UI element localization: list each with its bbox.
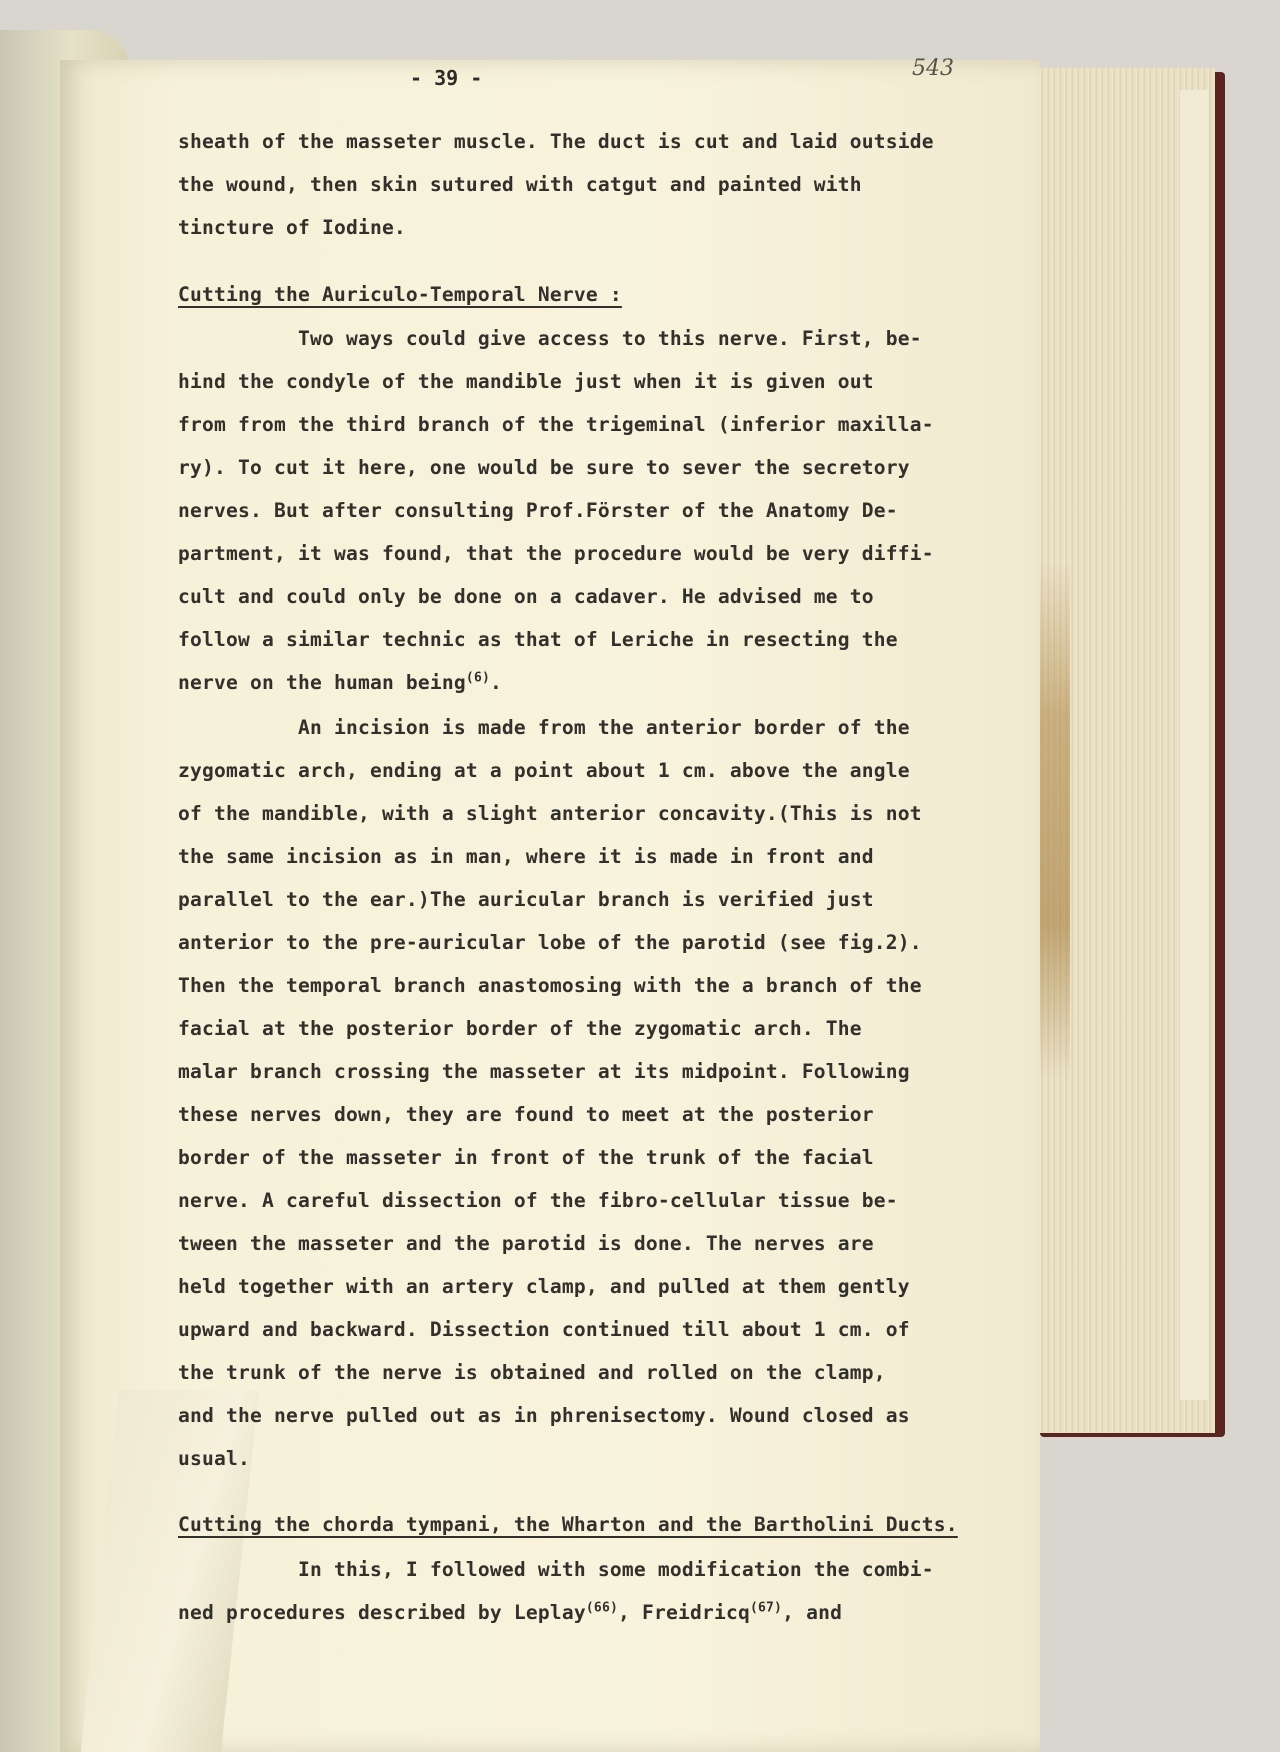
text-line: Two ways could give access to this nerve. First, be- xyxy=(178,327,922,350)
text-line: usual. xyxy=(178,1447,250,1470)
text-line: border of the masseter in front of the trunk of the facial xyxy=(178,1146,874,1169)
section-heading: Cutting the chorda tympani, the Wharton and the Bartholini Ducts. xyxy=(178,1513,958,1536)
reference-marker: (66) xyxy=(585,1600,618,1616)
text-fragment: , Freidricq xyxy=(618,1601,750,1624)
text-line-with-references xyxy=(178,1601,842,1624)
text-line: the trunk of the nerve is obtained and rolled on the clamp, xyxy=(178,1361,886,1384)
text-line: nerves. But after consulting Prof.Förster of the Anatomy De- xyxy=(178,499,898,522)
text-line: these nerves down, they are found to meet at the posterior xyxy=(178,1103,874,1126)
page-stack-edge xyxy=(1180,90,1208,1400)
text-fragment: . xyxy=(490,671,503,694)
page-stain xyxy=(1040,560,1070,1080)
text-line: nerve. A careful dissection of the fibro-cellular tissue be- xyxy=(178,1189,898,1212)
text-line: In this, I followed with some modification the combi- xyxy=(178,1558,934,1581)
text-line: Then the temporal branch anastomosing with the a branch of the xyxy=(178,974,922,997)
text-fragment: , and xyxy=(782,1601,843,1624)
text-line: held together with an artery clamp, and pulled at them gently xyxy=(178,1275,910,1298)
text-line: parallel to the ear.)The auricular branch is verified just xyxy=(178,888,874,911)
text-line-with-reference xyxy=(178,671,502,694)
text-fragment: nerve on the human being xyxy=(178,671,466,694)
text-line: upward and backward. Dissection continued till about 1 cm. of xyxy=(178,1318,910,1341)
text-line: cult and could only be done on a cadaver. He advised me to xyxy=(178,585,874,608)
text-line: tincture of Iodine. xyxy=(178,216,406,239)
text-line: from from the third branch of the trigeminal (inferior maxilla- xyxy=(178,413,934,436)
text-line: ry). To cut it here, one would be sure to sever the secretory xyxy=(178,456,910,479)
text-line: facial at the posterior border of the zygomatic arch. The xyxy=(178,1017,862,1040)
text-line: the wound, then skin sutured with catgut and painted with xyxy=(178,173,862,196)
text-line: hind the condyle of the mandible just when it is given out xyxy=(178,370,874,393)
section-heading: Cutting the Auriculo-Temporal Nerve : xyxy=(178,283,622,306)
page-number: - 39 - xyxy=(410,66,483,90)
text-line: the same incision as in man, where it is made in front and xyxy=(178,845,874,868)
handwritten-page-mark: 543 xyxy=(912,56,954,81)
text-line: An incision is made from the anterior border of the xyxy=(178,716,910,739)
text-fragment: ned procedures described by Leplay xyxy=(178,1601,586,1624)
text-line: partment, it was found, that the procedure would be very diffi- xyxy=(178,542,934,565)
text-line: zygomatic arch, ending at a point about 1 cm. above the angle xyxy=(178,759,910,782)
text-line: and the nerve pulled out as in phrenisectomy. Wound closed as xyxy=(178,1404,910,1427)
reference-marker: (67) xyxy=(749,1600,783,1616)
text-line: anterior to the pre-auricular lobe of the parotid (see fig.2). xyxy=(178,931,922,954)
text-line: sheath of the masseter muscle. The duct is cut and laid outside xyxy=(178,130,934,153)
text-line: tween the masseter and the parotid is done. The nerves are xyxy=(178,1232,874,1255)
text-line: of the mandible, with a slight anterior concavity.(This is not xyxy=(178,802,922,825)
reference-marker: (6) xyxy=(465,670,491,686)
text-line: malar branch crossing the masseter at its midpoint. Following xyxy=(178,1060,910,1083)
text-line: follow a similar technic as that of Leriche in resecting the xyxy=(178,628,898,651)
